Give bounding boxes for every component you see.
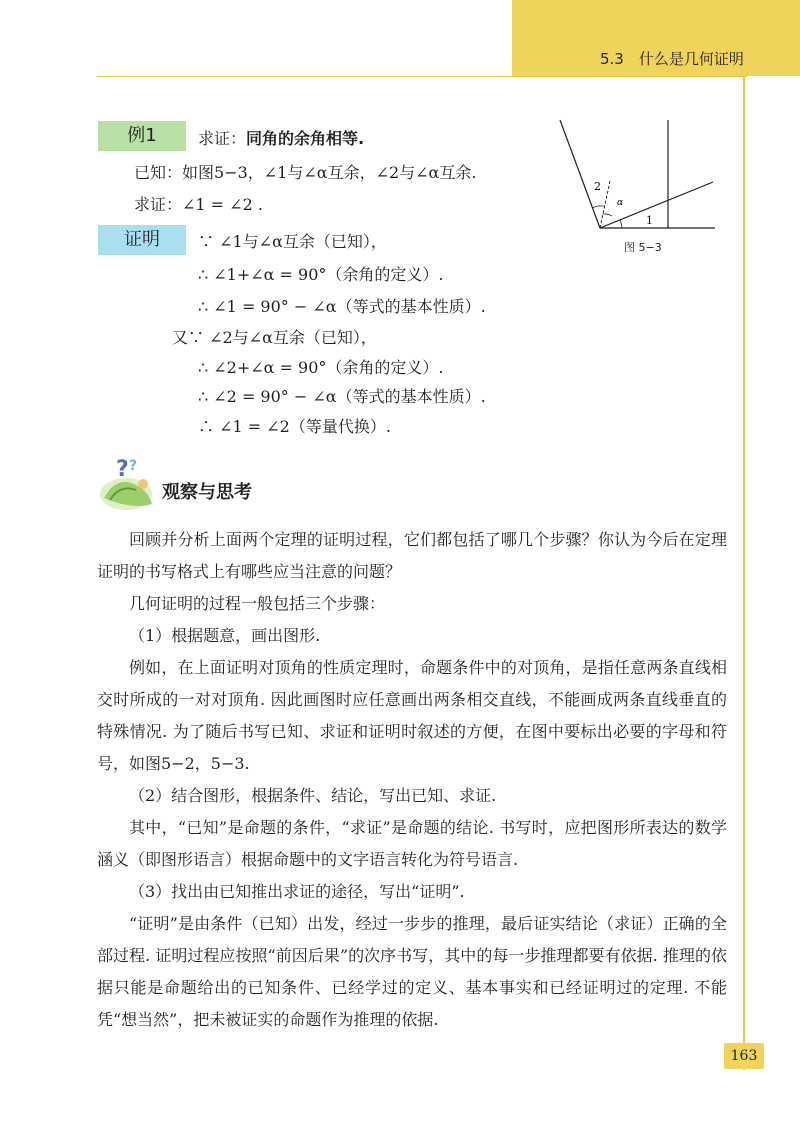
figure-dashed-ray <box>600 181 610 228</box>
proof-line-7: ∴ ∠1 = ∠2（等量代换）. <box>198 417 391 436</box>
example-statement-prefix: 求证： <box>198 129 247 148</box>
body-paragraph-5: （2）结合图形，根据条件、结论，写出已知、求证. <box>129 786 497 805</box>
body-paragraph-2: 几何证明的过程一般包括三个步骤： <box>129 594 386 613</box>
proof-line-3: ∴ ∠1 = 90° − ∠α（等式的基本性质）. <box>198 297 486 316</box>
page-number: 163 <box>724 1043 764 1069</box>
figure-label-alpha: α <box>617 198 624 208</box>
section-header-title: 5.3 什么是几何证明 <box>600 50 744 68</box>
proof-line-4: 又∵ ∠2与∠α互余（已知）， <box>172 328 377 347</box>
example-given: 已知：如图5−3，∠1与∠α互余，∠2与∠α互余. <box>134 163 477 182</box>
proof-tag: 证明 <box>98 225 186 255</box>
body-paragraph-3: （1）根据题意，画出图形. <box>129 626 321 645</box>
body-paragraph-6: 其中，“已知”是命题的条件，“求证”是命题的结论. 书写时，应把图形所表达的数学涵义（即图形语言）根据命题中的文字语言转化为符号语言. <box>97 818 727 869</box>
header-rule <box>97 76 747 77</box>
body-paragraph-4: 例如，在上面证明对顶角的性质定理时，命题条件中的对顶角，是指任意两条直线相交时所成的一对对顶角. 因此画图时应任意画出两条相交直线，不能画成两条直线垂直的特殊情况. 为了随后书写已知、求证和证明时叙述的方便，在图中要标出必要的字母和符号，如图5−2，5−3. <box>97 658 727 773</box>
figure-label-2: 2 <box>594 180 601 193</box>
figure-alpha-arc <box>603 214 612 216</box>
proof-line-1: ∵ ∠1与∠α互余（已知）， <box>198 232 387 251</box>
body-paragraph-7: （3）找出由已知推出求证的途径，写出“证明”. <box>129 882 465 901</box>
observe-think-icon <box>96 454 158 514</box>
figure-label-1: 1 <box>646 214 653 227</box>
proof-line-5: ∴ ∠2+∠α = 90°（余角的定义）. <box>198 358 444 377</box>
example-tag: 例1 <box>98 121 186 151</box>
figure-angle2-arc <box>592 206 604 208</box>
body-paragraph-8: “证明”是由条件（已知）出发，经过一步步的推理，最后证实结论（求证）正确的全部过程. 证明过程应按照“前因后果”的次序书写，其中的每一步推理都要有依据. 推理的依据只能是命题给出的已知条件、已经学过的定义、基本事实和已经证明过的定理. 不能凭“想当然”，把未被证实的命题作为推理的依据. <box>97 914 727 1029</box>
body-paragraph-1: 回顾并分析上面两个定理的证明过程，它们都包括了哪几个步骤？你认为今后在定理证明的书写格式上有哪些应当注意的问题？ <box>97 530 727 581</box>
example-statement-text: 同角的余角相等. <box>246 129 365 148</box>
figure-caption: 图 5−3 <box>624 241 662 254</box>
svg-text:?: ? <box>129 458 138 474</box>
margin-rule <box>743 76 745 1070</box>
figure-angle1-arc <box>620 220 622 228</box>
example-prove: 求证：∠1 = ∠2 . <box>134 195 263 214</box>
example-statement <box>198 126 364 149</box>
svg-text:?: ? <box>116 457 129 482</box>
figure-5-3 <box>550 118 725 258</box>
proof-line-6: ∴ ∠2 = 90° − ∠α（等式的基本性质）. <box>198 387 486 406</box>
observe-think-title: 观察与思考 <box>162 482 252 503</box>
proof-line-2: ∴ ∠1+∠α = 90°（余角的定义）. <box>198 265 444 284</box>
figure-left-ray <box>560 120 600 228</box>
